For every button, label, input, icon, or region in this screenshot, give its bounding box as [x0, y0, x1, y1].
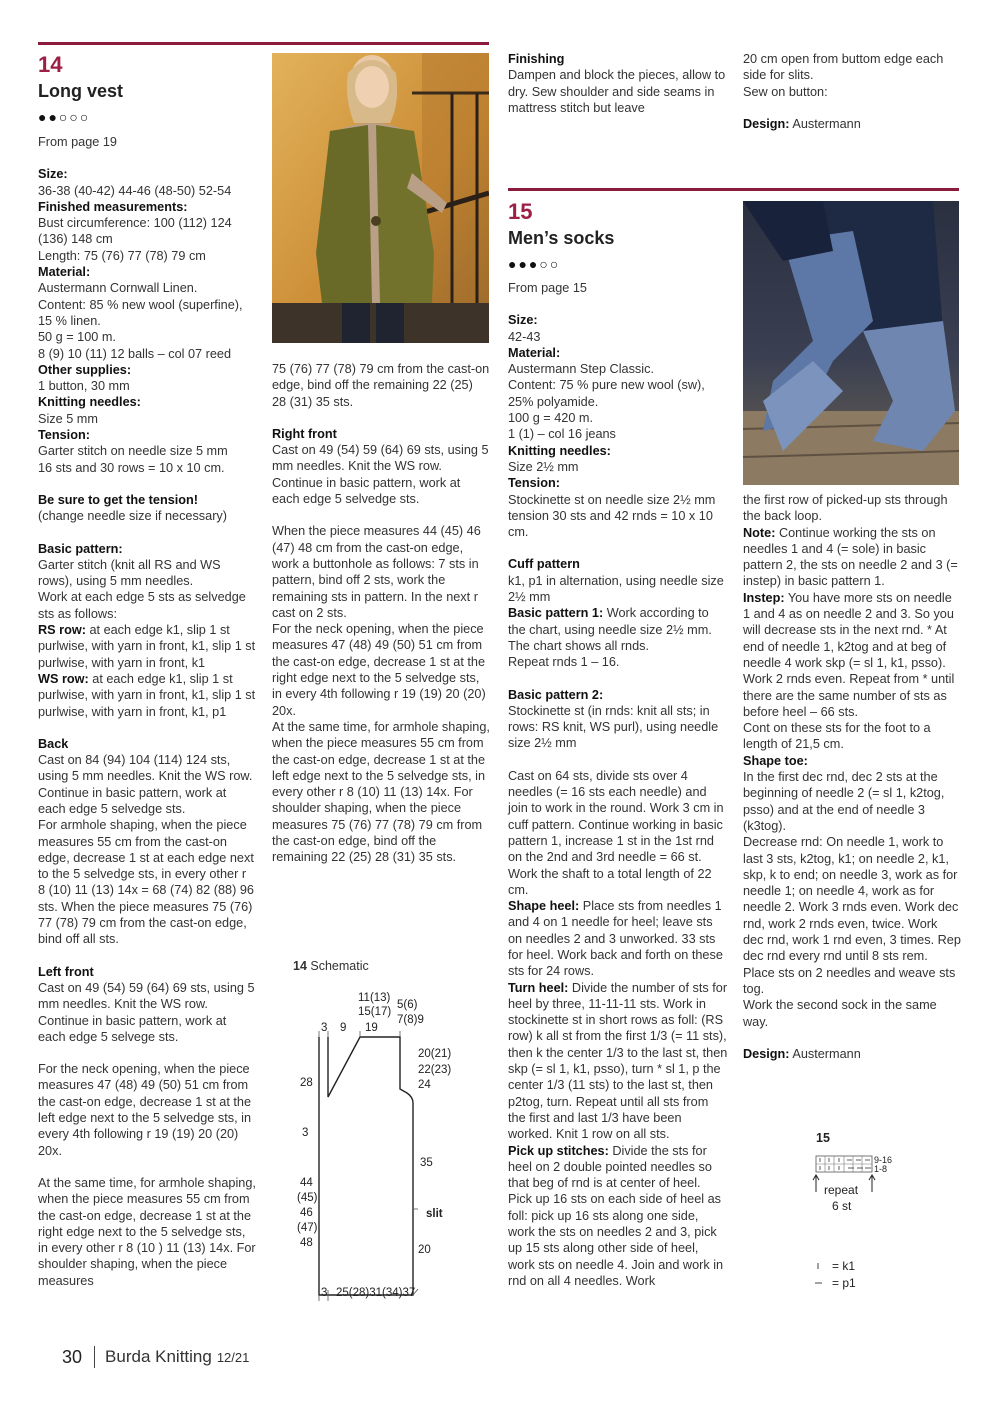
- shape-heel-text: [508, 898, 728, 979]
- size-heading: Size:: [38, 167, 68, 182]
- material-line: Content: 75 % pure new wool (sw), 25% polyamide.: [508, 378, 705, 409]
- basic-pattern-1-body: Work according to the chart, using needle size 2½ mm. The chart shows all rnds.: [508, 606, 712, 653]
- size-text: 36-38 (40-42) 44-46 (48-50) 52-54: [38, 183, 232, 198]
- design-credit: [743, 1046, 961, 1062]
- repeat-label: repeat: [824, 1183, 859, 1197]
- material-heading: Material:: [38, 265, 91, 280]
- other-supplies-heading: Other supplies:: [38, 362, 132, 377]
- needles-heading: Knitting needles:: [508, 443, 611, 458]
- legend-purl: = p1: [832, 1276, 856, 1290]
- left-front-text: At the same time, for armhole shaping, when the piece measures 55 cm from the cast-on edge, decrease 1 st at the right edge next to the 5 selvedge sts, in every other r 8 (10 ) 11 (13) 14x. For shoulder shaping, when the piece measures: [38, 1175, 256, 1288]
- section-15-column-1: [508, 280, 728, 1289]
- dim-top-b: 15(17): [358, 1006, 392, 1018]
- dim-left-47: (47): [297, 1222, 318, 1234]
- note-body: Continue working the sts on needles 1 and 4 (= sole) in basic pattern 2, the sts on needle 2 and 3 (= instep) in basic pattern 1.: [743, 525, 958, 589]
- ws-row-label: WS row:: [38, 671, 89, 686]
- basic-pattern-text: Work at each edge 5 sts as selvedge sts as follows:: [38, 590, 246, 621]
- needles-heading: Knitting needles:: [38, 395, 141, 410]
- design-name: Austermann: [789, 1046, 861, 1061]
- section-14-title: Long vest: [38, 81, 124, 101]
- back-text: For armhole shaping, when the piece measures 55 cm from the cast-on edge, decrease 1 st at each edge next to the 5 selvedge sts, in every other r 8 (10) 11 (13) 14x = 68 (74) 82 (88) 96 sts. When the piece measures 75 (76) 77 (78) 79 cm from the cast-on edge, bind off all sts.: [38, 818, 254, 947]
- dim-top-c: 19: [365, 1022, 378, 1034]
- basic-pattern-heading: Basic pattern:: [38, 541, 123, 556]
- size-heading: Size:: [508, 313, 538, 328]
- tension-text: Stockinette st on needle size 2½ mm tension 30 sts and 42 rnds = 10 x 10 cm.: [508, 492, 716, 540]
- dim-left-45: (45): [297, 1192, 318, 1204]
- right-front-text: Cast on 49 (54) 59 (64) 69 sts, using 5 mm needles. Knit the WS row. Continue in basic pattern, work at each edge 5 selvedge sts.: [272, 443, 489, 507]
- material-line: 100 g = 420 m.: [508, 411, 593, 426]
- chart-number: 15: [816, 1131, 830, 1145]
- turn-heel-text: [508, 980, 728, 1143]
- basic-pattern-2-text: Stockinette st (in rnds: knit all sts; in rows: RS knit, WS purl), using needle size 2½ mm: [508, 703, 719, 751]
- tension-warning: Be sure to get the tension!: [38, 492, 199, 507]
- dim-left-46: 46: [300, 1207, 313, 1219]
- schematic-outline: [319, 1037, 413, 1295]
- slit-label: slit: [426, 1208, 443, 1220]
- other-supplies-text: 1 button, 30 mm: [38, 379, 130, 394]
- dim-top-9: 9: [340, 1022, 347, 1034]
- dim-bottom-3: 3: [321, 1287, 328, 1299]
- back-text: Cast on 84 (94) 104 (114) 124 sts, using 5 mm needles. Knit the WS row. Continue in basic pattern, work at each edge 5 selvedge sts.: [38, 753, 253, 816]
- shape-toe-text: Work the second sock in the same way.: [743, 998, 937, 1029]
- dim-bottom: 25(28)31(34)37: [336, 1287, 416, 1299]
- dim-top-d: 5(6): [397, 999, 418, 1011]
- dim-right-20: 20: [418, 1244, 431, 1256]
- schematic-number: 14: [293, 959, 307, 973]
- finishing-text: 20 cm open from buttom edge each side for slits.: [743, 52, 944, 83]
- pick-up-label: Pick up stitches:: [508, 1143, 609, 1158]
- vest-photo-illustration: [272, 53, 489, 343]
- finishing-heading: Finishing: [508, 52, 565, 66]
- page-footer: [62, 1346, 249, 1368]
- issue-number: 12/21: [216, 1349, 250, 1365]
- right-front-heading: Right front: [272, 426, 337, 441]
- shape-toe-text: In the first dec rnd, dec 2 sts at the beginning of needle 2 (= sl 1, k2tog, psso) and at the end of needle 3 (k3tog).: [743, 770, 945, 833]
- rs-row-label: RS row:: [38, 623, 86, 638]
- instep-text: Cont on these sts for the foot to a length of 21,5 cm.: [743, 721, 931, 752]
- finishing-text: Sew on button:: [743, 84, 828, 99]
- note-label: Note:: [743, 525, 776, 540]
- design-label: Design:: [743, 116, 790, 131]
- design-credit: [743, 116, 963, 132]
- dim-right-2: 22(23): [418, 1064, 452, 1076]
- page-number: 30: [62, 1346, 83, 1367]
- section-15-column-2: [743, 492, 961, 1062]
- section-14-number: 14: [38, 52, 63, 77]
- material-line: 1 (1) – col 16 jeans: [508, 427, 616, 442]
- right-front-text: When the piece measures 44 (45) 46 (47) 48 cm from the cast-on edge, work a buttonhole as follows: 7 sts in pattern, bind off 2 sts, work the remaining sts in pattern. In the next r cast on 2 sts.: [272, 524, 481, 620]
- instep-text: [743, 590, 961, 671]
- magazine-name: Burda Knitting: [105, 1347, 212, 1366]
- material-line: Content: 85 % new wool (superfine), 15 % linen.: [38, 297, 243, 328]
- legend-knit: = k1: [832, 1259, 856, 1273]
- section-15-rule: [508, 188, 959, 191]
- turn-heel-body: Divide the number of sts for heel by three, 11-11-11 sts. Work in stockinette st in short rows as foll: (RS row) k all st from the first 1/3 (= 11 sts), then k the center 1/3 to the last st, then skp (= sl 1, k1, psso), turn * sl 1, p the center 1/3 (11 sts) to the last st, then p2tog, turn. Repeat until all sts from the first and last 1/3 have been worked. Knit 1 row on all sts.: [508, 980, 728, 1142]
- material-line: Austermann Cornwall Linen.: [38, 281, 198, 296]
- tension-heading: Tension:: [508, 476, 560, 491]
- repeat-arrow-right: [869, 1175, 875, 1192]
- material-line: 50 g = 100 m.: [38, 330, 116, 345]
- cuff-heading: Cuff pattern: [508, 557, 580, 572]
- ws-row-text: [38, 671, 256, 720]
- left-front-text: Cast on 49 (54) 59 (64) 69 sts, using 5 mm needles. Knit the WS row. Continue in basic pattern, work at each edge 5 selvege sts.: [38, 980, 255, 1044]
- repeat-width-label: 6 st: [832, 1199, 852, 1213]
- dim-top-a: 11(13): [358, 992, 391, 1004]
- dim-right-35: 35: [420, 1157, 433, 1169]
- design-name: Austermann: [789, 116, 861, 131]
- instep-body: You have more sts on needle 1 and 4 as on needle 2 and 3. So you will decrease sts in the next rnd. * At end of needle 1, k2tog and at beg of needle 4 work skp (= sl 1, k1, psso).: [743, 590, 954, 670]
- shape-heel-body: Place sts from needles 1 and 4 on 1 needle for heel; leave sts on needles 2 and 3 unworked. 33 sts for heel. Work back and forth on these sts for 24 rows.: [508, 899, 723, 979]
- socks-photo-illustration: [743, 201, 959, 485]
- size-text: 42-43: [508, 329, 541, 344]
- difficulty-rating: ●●●○○: [508, 256, 561, 272]
- left-front-continued: 75 (76) 77 (78) 79 cm from the cast-on edge, bind off the remaining 22 (25) 28 (31) 35 sts.: [272, 362, 490, 409]
- section-15-title: Men’s socks: [508, 228, 615, 248]
- basic-pattern-text: Garter stitch (knit all RS and WS rows), using 5 mm needles.: [38, 557, 221, 589]
- shape-toe-heading: Shape toe:: [743, 753, 808, 768]
- needles-text: Size 5 mm: [38, 411, 98, 426]
- cuff-text: k1, p1 in alternation, using needle size 2½ mm: [508, 573, 724, 605]
- left-front-heading: Left front: [38, 964, 94, 979]
- chart-rows-top: 9-16: [874, 1155, 893, 1165]
- basic-pattern-1-label: Basic pattern 1:: [508, 606, 604, 621]
- vest-model-photo: [272, 53, 489, 343]
- length-text: Length: 75 (76) 77 (78) 79 cm: [38, 248, 206, 263]
- vest-schematic: [290, 985, 470, 1305]
- finishing-block: [508, 51, 728, 116]
- schematic-title: [293, 959, 369, 973]
- dim-left-44: 44: [300, 1177, 313, 1189]
- shape-toe-text: Decrease rnd: On needle 1, work to last 3 sts, k2tog, k1; on needle 2, k1, skp, k to end; on needle 3, work as for needle 1; on needle 4, work as for needle 2. Work 3 rnds even. Work dec rnd, work 2 rnds even, twice. Work dec rnd, work 1 rnd even, 3 times. Rep dec rnd every rnd until 8 sts rem. Place sts on 2 needles and weave sts tog.: [743, 835, 961, 996]
- bust-text: Bust circumference: 100 (112) 124 (136) 148 cm: [38, 216, 232, 247]
- material-line: Austermann Step Classic.: [508, 362, 654, 377]
- instep-text: Work 2 rnds even. Repeat from * until there are the same number of sts as before heel – 66 sts.: [743, 672, 955, 719]
- design-label: Design:: [743, 1046, 790, 1061]
- dim-right-1: 20(21): [418, 1048, 452, 1060]
- instep-label: Instep:: [743, 590, 785, 605]
- pick-up-body: Divide the sts for heel on 2 double pointed needles so that beg of rnd is at center of heel. Pick up 16 sts on each side of heel as foll: pick up 16 sts along one side, work the sts on needles 2 and 3, pick up 15 sts along other side of heel, work sts on needle 4. Join and work in rnd on all 4 needles. Work: [508, 1143, 724, 1288]
- stitch-chart: [812, 1150, 912, 1220]
- pick-up-text: [508, 1143, 728, 1290]
- difficulty-rating: ●●○○○: [38, 109, 91, 125]
- ws-row-body: at each edge k1, slip 1 st purlwise, with yarn in front, k1, slip 1 st purlwise, with yarn in front, k1, p1: [38, 671, 256, 719]
- dim-left-48: 48: [300, 1237, 313, 1249]
- from-page: From page 19: [38, 135, 117, 149]
- material-line: 8 (9) 10 (11) 12 balls – col 07 reed: [38, 346, 232, 361]
- footer-divider: [94, 1346, 95, 1368]
- pick-up-continued: the first row of picked-up sts through the back loop.: [743, 493, 948, 524]
- chart-legend: [812, 1258, 902, 1292]
- tension-heading: Tension:: [38, 428, 90, 443]
- dim-left-3: 3: [302, 1127, 309, 1139]
- tension-text: Garter stitch on needle size 5 mm: [38, 444, 228, 459]
- tension-warning-note: (change needle size if necessary): [38, 509, 228, 524]
- chart-rows-bottom: 1-8: [874, 1164, 888, 1174]
- left-front-text: For the neck opening, when the piece measures 47 (48) 49 (50) 51 cm from the cast-on edge, decrease 1 st at the left edge next to the 5 selvedge sts, in every 4th following r 19 (19) 20 (20) 20x.: [38, 1062, 252, 1158]
- dim-top-e: 7(8)9: [397, 1014, 424, 1026]
- tension-text: 16 sts and 30 rows = 10 x 10 cm.: [38, 460, 225, 475]
- right-front-text: At the same time, for armhole shaping, when the piece measures 55 cm from the cast-on edge, decrease 1 st at the left edge next to the 5 selvedge sts, in every other r 8 (10) 11 (13) 14x. For shoulder shaping, when the piece measures 75 (76) 77 (78) 79 cm from the cast-on edge, bind off the remaining 22 (25) 28 (31) 35 sts.: [272, 719, 490, 865]
- finishing-continued-block: [743, 51, 963, 132]
- section-14-column-2: [272, 361, 490, 866]
- socks-photo: [743, 201, 959, 485]
- dim-top-3: 3: [321, 1022, 328, 1034]
- from-page: From page 15: [508, 281, 587, 295]
- rs-row-text: [38, 622, 256, 671]
- needles-text: Size 2½ mm: [508, 459, 579, 474]
- repeat-arrow-left: [813, 1175, 819, 1192]
- measurements-heading: Finished measurements:: [38, 199, 188, 214]
- basic-pattern-2-heading: Basic pattern 2:: [508, 687, 604, 702]
- section-14-rule: [38, 42, 489, 45]
- repeat-rounds-text: Repeat rnds 1 – 16.: [508, 655, 620, 670]
- section-15-number: 15: [508, 199, 533, 224]
- note-text: [743, 525, 961, 590]
- right-front-text: For the neck opening, when the piece measures 47 (48) 49 (50) 51 cm from the cast-on edge, decrease 1 st at the right edge next to the 5 selvedge sts, in every 4th following r 19 (19) 20 (20) 20x.: [272, 622, 486, 718]
- dim-right-3: 24: [418, 1079, 431, 1091]
- back-heading: Back: [38, 736, 69, 751]
- schematic-label: Schematic: [306, 959, 369, 973]
- material-heading: Material:: [508, 345, 561, 360]
- basic-pattern-1-text: [508, 605, 728, 654]
- finishing-text: Dampen and block the pieces, allow to dry. Sew shoulder and side seams in mattress stitch but leave: [508, 68, 726, 115]
- section-14-column-1: [38, 134, 256, 1289]
- turn-heel-label: Turn heel:: [508, 980, 569, 995]
- dim-left-28: 28: [300, 1077, 313, 1089]
- shape-heel-label: Shape heel:: [508, 899, 580, 914]
- rs-row-body: at each edge k1, slip 1 st purlwise, with yarn in front, k1, slip 1 st purlwise, with yarn in front, k1: [38, 623, 256, 670]
- cast-on-text: Cast on 64 sts, divide sts over 4 needles (= 16 sts each needle) and join to work in the round. Work 3 cm in cuff pattern. Continue working in basic pattern 1, increase 1 st in the 1st rnd on the 2nd and 3rd needle = 66 st. Work the shaft to a total length of 22 cm.: [508, 768, 724, 897]
